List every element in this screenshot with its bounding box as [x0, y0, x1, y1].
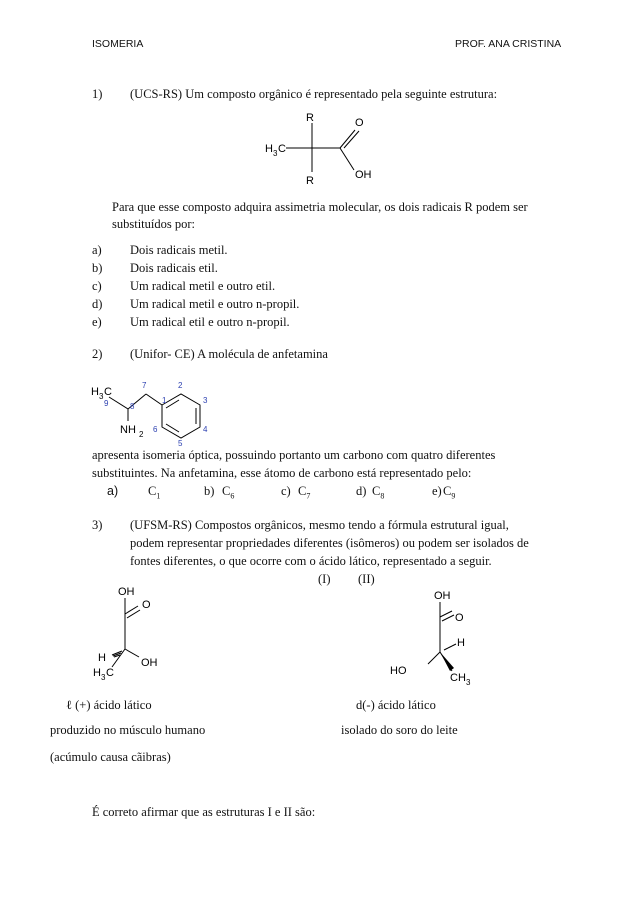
q2-option-c: $C_7$ — [298, 484, 311, 501]
q2-option-b: $C_6$ — [222, 484, 235, 501]
q3-label-i: (I) — [318, 572, 331, 586]
q3-left-name: ℓ (+) ácido lático — [66, 698, 152, 712]
q2-after-line1: apresenta isomeria óptica, possuindo portanto um carbono com quatro diferentes — [92, 448, 496, 462]
q2-h3c-h: H — [91, 386, 99, 398]
q1-r-bottom: R — [306, 175, 314, 187]
q1-oh: OH — [355, 169, 372, 181]
q2-option-e-letter: e) — [432, 484, 442, 498]
q1-stem-line2: substituídos por: — [112, 217, 195, 231]
q1-text: (UCS-RS) Um composto orgânico é representado pela seguinte estrutura: — [130, 87, 498, 101]
q1-option-d-text: Um radical metil e outro n-propil. — [130, 297, 300, 311]
q2-option-d: $C_8$ — [372, 484, 385, 501]
q2-number: 2) — [92, 347, 103, 361]
q2-num-5: 5 — [178, 439, 183, 448]
q1-option-e-text: Um radical etil e outro n-propil. — [130, 315, 290, 329]
q2-after-line2: substituintes. Na anfetamina, esse átomo de carbono está representado pelo: — [92, 466, 472, 480]
q1-option-c-text: Um radical metil e outro etil. — [130, 279, 276, 293]
q3-question: É correto afirmar que as estruturas I e II são: — [92, 805, 316, 819]
q1-option-b-text: Dois radicais etil. — [130, 261, 218, 275]
q2-nh2-nh: NH — [120, 424, 136, 436]
q3-ii-oxygen: O — [455, 612, 464, 624]
q1-option-b-letter: b) — [92, 261, 103, 275]
q3-right-desc: isolado do soro do leite — [341, 723, 458, 737]
q2-num-6: 6 — [153, 425, 158, 434]
q2-option-a: $C_1$ — [148, 484, 161, 501]
q2-num-1: 1 — [162, 396, 167, 405]
q2-text: (Unifor- CE) A molécula de anfetamina — [130, 347, 328, 361]
q2-h3c-c: C — [104, 386, 112, 398]
q1-stem-line1: Para que esse composto adquira assimetria molecular, os dois radicais R podem ser — [112, 200, 528, 214]
q3-label-ii: (II) — [358, 572, 375, 586]
q2-num-7: 7 — [142, 381, 147, 390]
q3-i-h3c-sub: 3 — [101, 673, 106, 682]
q1-option-c-letter: c) — [92, 279, 102, 293]
q2-num-4: 4 — [203, 425, 208, 434]
q1-number: 1) — [92, 87, 103, 101]
q1-option-a-letter: a) — [92, 243, 102, 257]
q3-line3: fontes diferentes, o que ocorre com o ácido lático, representado a seguir. — [130, 554, 492, 568]
q1-option-e-letter: e) — [92, 315, 102, 329]
q3-i-oxygen: O — [142, 599, 151, 611]
q3-i-oh-top: OH — [118, 586, 135, 598]
q1-h3c-c: C — [278, 143, 286, 155]
q3-line1: (UFSM-RS) Compostos orgânicos, mesmo tendo a fórmula estrutural igual, — [130, 518, 509, 532]
q2-option-b-letter: b) — [204, 484, 215, 498]
q3-left-desc1: produzido no músculo humano — [50, 723, 206, 737]
q3-ii-oh-top: OH — [434, 590, 451, 602]
q2-nh2-sub: 2 — [139, 430, 144, 439]
q3-i-oh: OH — [141, 657, 158, 669]
q3-ii-ch3-ch: CH — [450, 672, 466, 684]
header-right: PROF. ANA CRISTINA — [455, 38, 562, 50]
q1-option-d-letter: d) — [92, 297, 103, 311]
q3-ii-h: H — [457, 637, 465, 649]
q3-i-h: H — [98, 652, 106, 664]
q2-option-e: $C_9$ — [443, 484, 456, 501]
q3-number: 3) — [92, 518, 103, 532]
q3-i-h3c-c: C — [106, 667, 114, 679]
q1-option-a-text: Dois radicais metil. — [130, 243, 228, 257]
q2-num-8: 8 — [130, 402, 135, 411]
q2-option-a-letter: a) — [107, 484, 119, 498]
q3-right-name: d(-) ácido lático — [356, 698, 436, 712]
q3-ii-ho: HO — [390, 665, 407, 677]
q2-num-3: 3 — [203, 396, 208, 405]
q1-h3c-h: H — [265, 143, 273, 155]
q3-line2: podem representar propriedades diferentes (isômeros) ou podem ser isolados de — [130, 536, 529, 550]
q3-i-h3c-h: H — [93, 667, 101, 679]
q1-h3c-sub: 3 — [273, 149, 278, 158]
header-left: ISOMERIA — [92, 38, 144, 50]
q2-h3c-sub: 3 — [99, 392, 104, 401]
q1-oxygen: O — [355, 117, 364, 129]
q2-option-c-letter: c) — [281, 484, 291, 498]
q2-num-2: 2 — [178, 381, 183, 390]
q3-left-desc2: (acúmulo causa cãibras) — [50, 750, 171, 764]
q1-r-top: R — [306, 112, 314, 124]
q2-num-9: 9 — [104, 399, 109, 408]
q2-option-d-letter: d) — [356, 484, 367, 498]
q3-ii-ch3-sub: 3 — [466, 678, 471, 687]
